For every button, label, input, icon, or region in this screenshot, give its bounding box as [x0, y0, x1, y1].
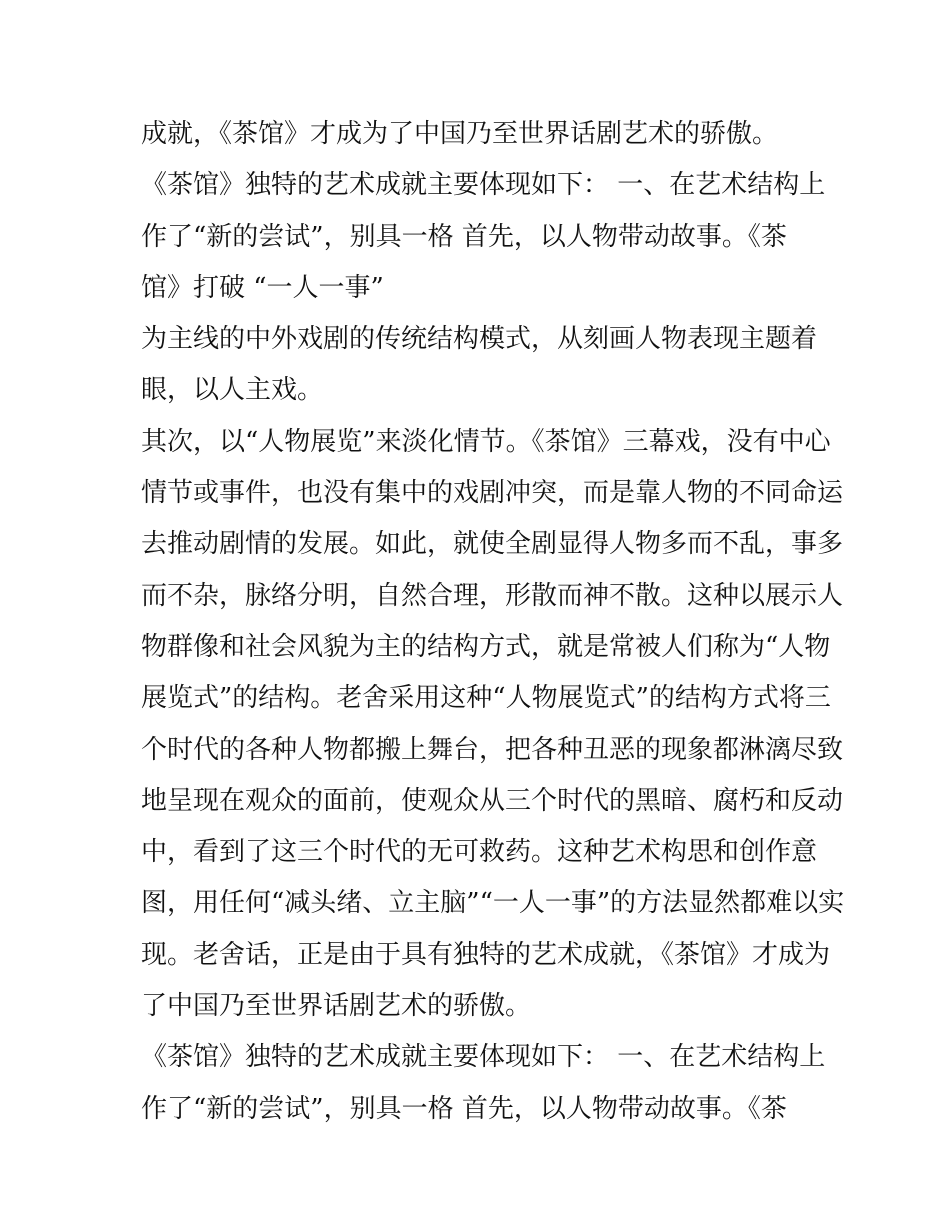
text-line: 去推动剧情的发展。如此，就使全剧显得人物多而不乱，事多 — [141, 529, 844, 560]
text-line: 作了“新的尝试”，别具一格 首先，以人物带动故事。《茶 — [141, 221, 787, 252]
text-line: 眼，以人主戏。 — [141, 375, 324, 406]
text-line: 现。老舍话，正是由于具有独特的艺术成就，《茶馆》才成为 — [141, 939, 831, 970]
text-line: 而不杂，脉络分明，自然合理，形散而神不散。这种以展示人 — [141, 580, 844, 611]
text-line: 中，看到了这三个时代的无可救药。这种艺术构思和创作意 — [141, 837, 818, 868]
text-line: 《茶馆》独特的艺术成就主要体现如下： 一、在艺术结构上 — [141, 170, 826, 201]
text-line: 其次，以“人物展览”来淡化情节。《茶馆》三幕戏，没有中心 — [141, 426, 831, 457]
text-line: 图，用任何“减头绪、立主脑”“一人一事”的方法显然都难以实 — [141, 888, 845, 919]
text-line: 了中国乃至世界话剧艺术的骄傲。 — [141, 991, 532, 1022]
text-line: 地呈现在观众的面前，使观众从三个时代的黑暗、腐朽和反动 — [141, 785, 844, 816]
body-text — [141, 109, 845, 1135]
text-line: 为主线的中外戏剧的传统结构模式，从刻画人物表现主题着 — [141, 324, 818, 355]
text-line: 物群像和社会风貌为主的结构方式，就是常被人们称为“人物 — [141, 631, 831, 662]
text-line: 馆》打破 “一人一事” — [141, 272, 384, 303]
text-line: 成就，《茶馆》才成为了中国乃至世界话剧艺术的骄傲。 — [141, 119, 779, 149]
text-line: 个时代的各种人物都搬上舞台，把各种丑恶的现象都淋漓尽致 — [141, 734, 844, 765]
text-line: 展览式”的结构。老舍采用这种“人物展览式”的结构方式将三 — [141, 683, 831, 714]
text-line: 情节或事件，也没有集中的戏剧冲突，而是靠人物的不同命运 — [141, 478, 844, 509]
text-line: 《茶馆》独特的艺术成就主要体现如下： 一、在艺术结构上 — [141, 1042, 826, 1073]
text-line: 作了“新的尝试”，别具一格 首先，以人物带动故事。《茶 — [141, 1093, 787, 1124]
